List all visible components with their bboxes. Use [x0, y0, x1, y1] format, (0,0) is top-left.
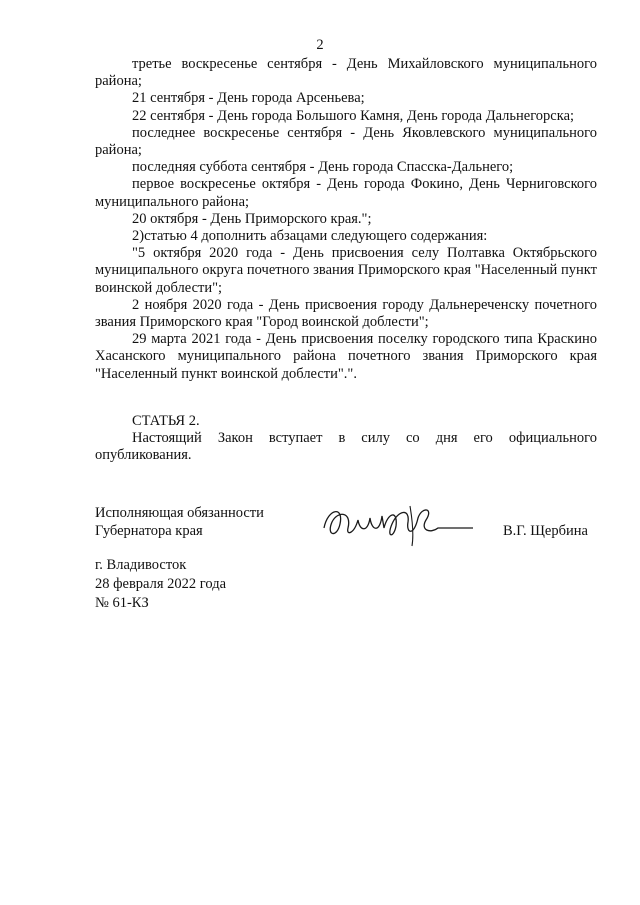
page-number: 2 — [316, 37, 324, 53]
place-block — [95, 556, 226, 613]
position-line: Исполняющая обязанности — [95, 505, 264, 521]
paragraph: "5 октября 2020 года - День присвоения селу Полтавка Октябрьского муниципального округа почетного звания Приморского края "Населенный пункт воинской доблести"; — [95, 245, 597, 296]
document-body — [95, 56, 597, 464]
paragraph: 2)статью 4 дополнить абзацами следующего содержания: — [132, 228, 488, 245]
paragraph: 22 сентября - День города Большого Камня, День города Дальнегорска; — [132, 107, 575, 124]
paragraph: 2 ноября 2020 года - День присвоения городу Дальнереченску почетного звания Приморского края "Город воинской доблести"; — [95, 296, 597, 331]
paragraph: последнее воскресенье сентября - День Яковлевского муниципального района; — [95, 124, 597, 159]
paragraph: 29 марта 2021 года - День присвоения поселку городского типа Краскино Хасанского муниципального района почетного звания Приморского края "Населенный пункт воинской доблести".". — [95, 331, 597, 382]
paragraph: 21 сентября - День города Арсеньева; — [132, 90, 365, 107]
handwritten-signature-icon — [318, 498, 478, 553]
paragraph: 20 октября - День Приморского края."; — [132, 210, 372, 227]
paragraph: последняя суббота сентября - День города Спасска-Дальнего; — [132, 159, 514, 176]
paragraph: третье воскресенье сентября - День Михайловского муниципального района; — [95, 56, 597, 90]
date: 28 февраля 2022 года — [95, 576, 227, 592]
article-text: Настоящий Закон вступает в силу со дня его официального опубликования. — [95, 430, 597, 464]
signatory-name: В.Г. Щербина — [503, 523, 588, 539]
law-number: № 61-КЗ — [95, 595, 149, 611]
signatory-position — [95, 505, 264, 540]
position-line: Губернатора края — [95, 522, 203, 539]
paragraph: первое воскресенье октября - День города Фокино, День Черниговского муниципального района; — [95, 176, 597, 210]
article-heading: СТАТЬЯ 2. — [132, 412, 200, 429]
city: г. Владивосток — [95, 557, 187, 573]
